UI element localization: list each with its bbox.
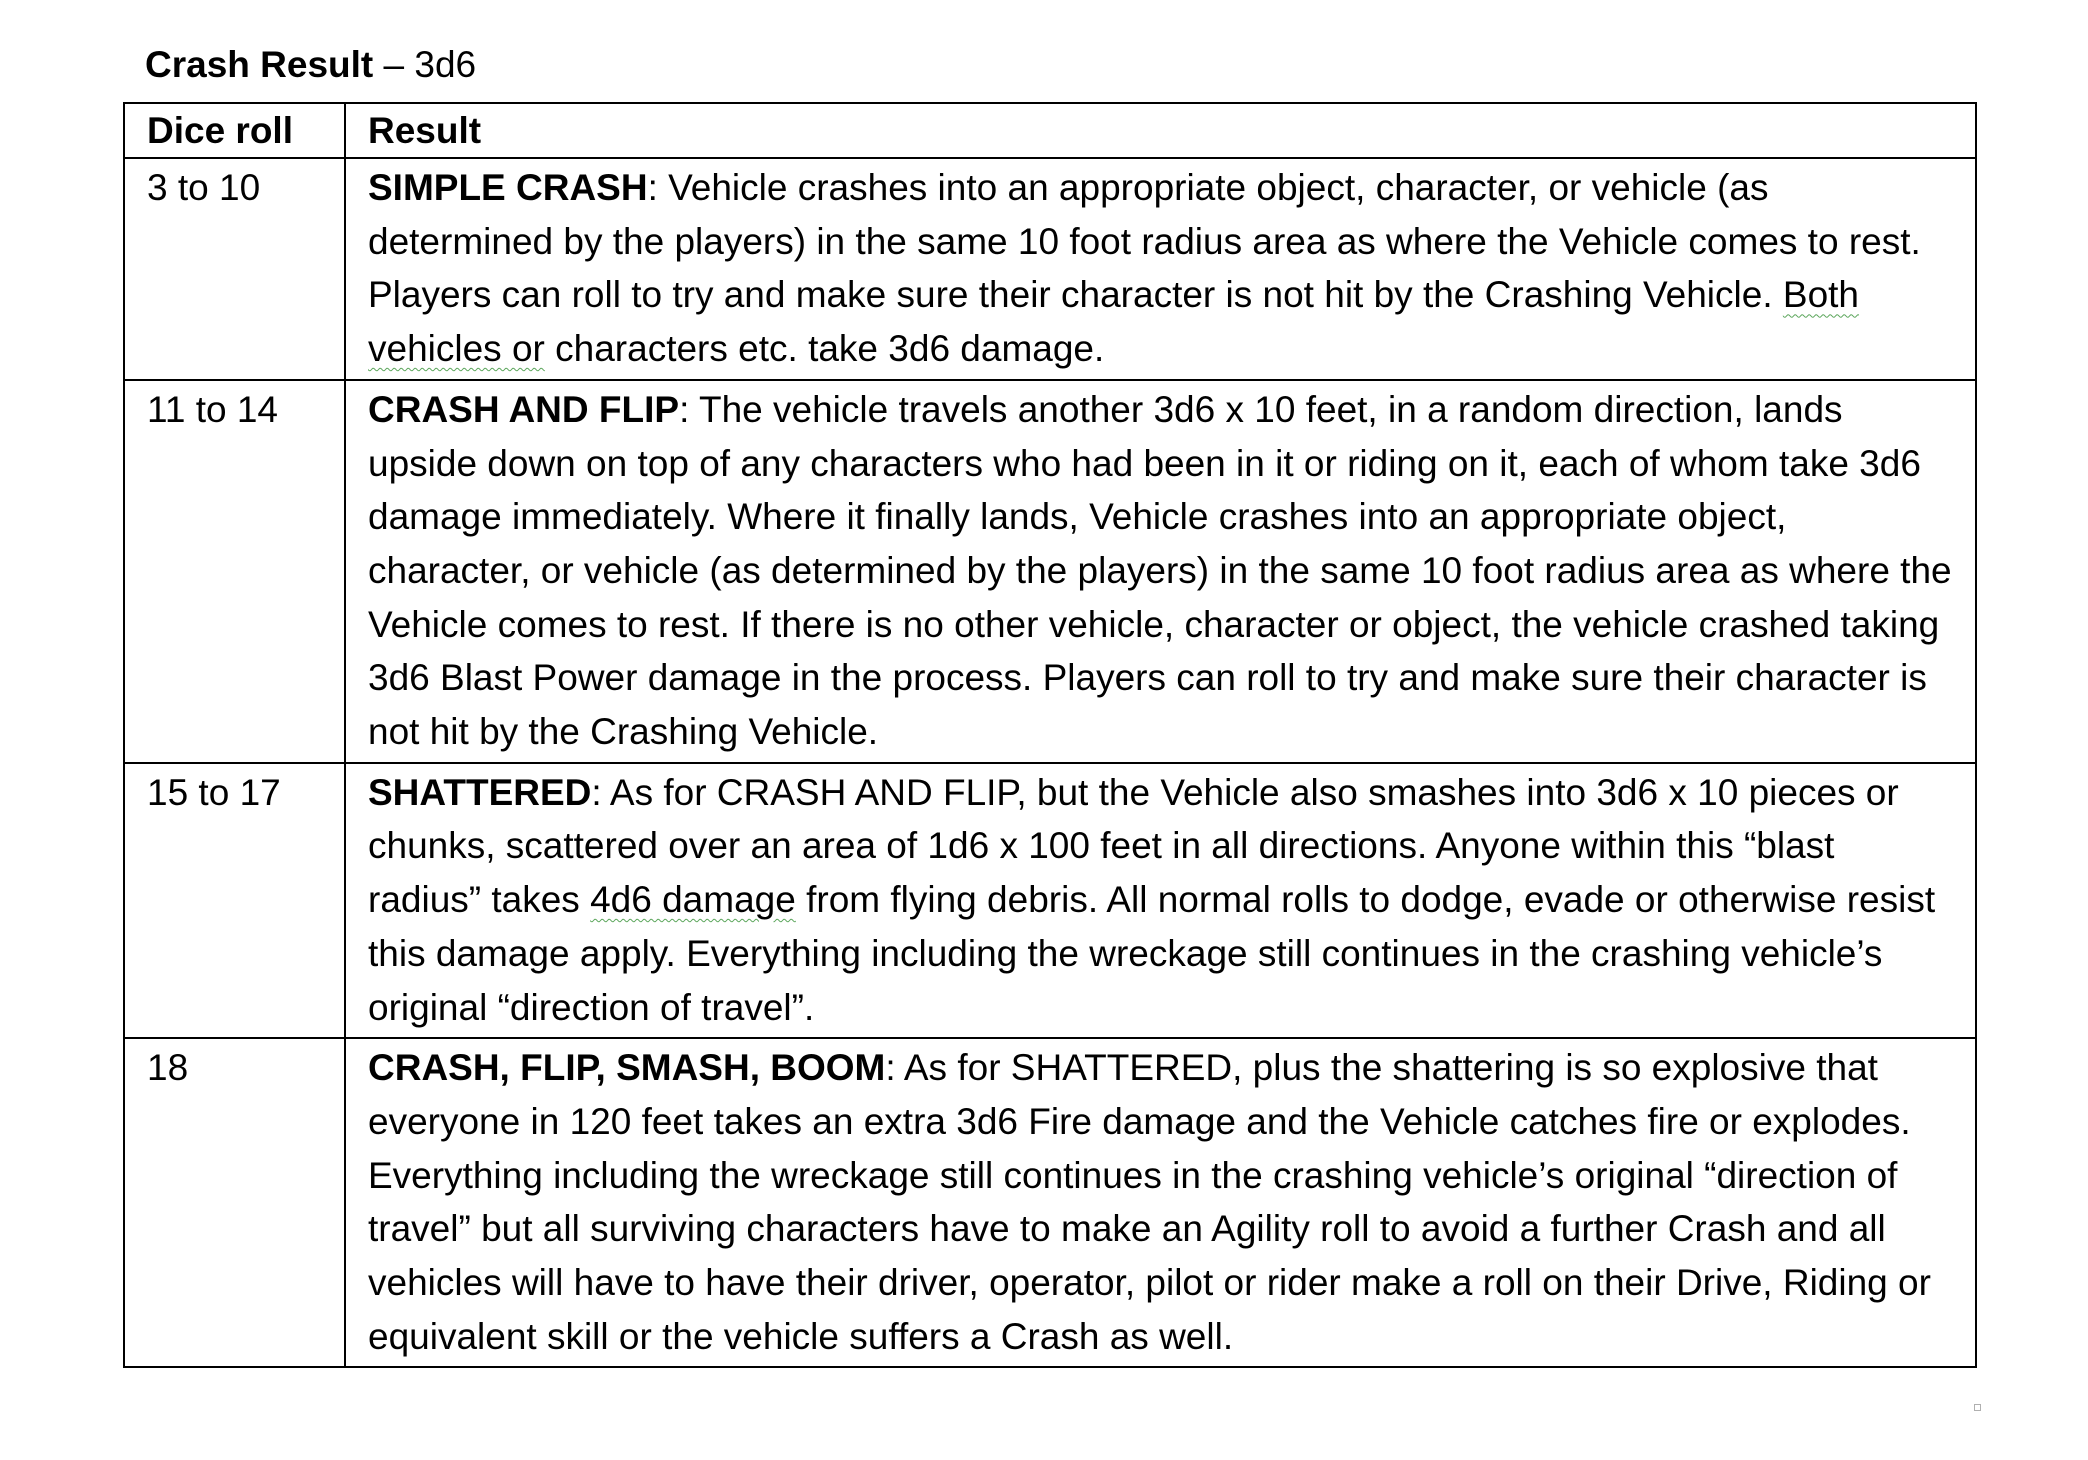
- result-text: : The vehicle travels another 3d6 x 10 feet, in a random direction, lands upside down on top of any characters who had been in it or riding on it, each of whom take 3d6 damage immediately. Where it finally lands, Vehicle crashes into an appropriate object, character, or vehicle (as determined by the players) in the same 10 foot radius area as where the Vehicle comes to rest. If there is no other vehicle, character or object, the vehicle crashed taking 3d6 Blast Power damage in the process. Players can roll to try and make sure their character is not hit by the Crashing Vehicle.: [368, 388, 1952, 753]
- result-text-continued: characters etc. take 3d6 damage.: [544, 328, 1105, 370]
- result-term: CRASH AND FLIP: [368, 388, 680, 430]
- result-text: : As for CRASH AND FLIP, but the Vehicle also smashes into 3d6 x 10 pieces or chunks, scattered over an area of 1d6 x 100 feet in all directions. Anyone within this “blast radius” takes: [368, 771, 1899, 921]
- grammar-flagged-text: 4d6 damage: [590, 879, 796, 921]
- result-term: CRASH, FLIP, SMASH, BOOM: [368, 1047, 886, 1089]
- result-term: SHATTERED: [368, 771, 592, 813]
- table-header-row: [124, 103, 1976, 158]
- result-term: SIMPLE CRASH: [368, 167, 648, 208]
- result-cell: [345, 1038, 1976, 1367]
- dice-roll-cell: 11 to 14: [124, 380, 345, 763]
- table-row: [124, 763, 1976, 1039]
- table-heading-bold: Crash Result: [145, 44, 374, 85]
- result-cell: [345, 158, 1976, 380]
- table-resize-handle: [1974, 1404, 1981, 1411]
- table-row: [124, 1038, 1976, 1367]
- table-heading: [145, 40, 1975, 102]
- grammar-flagged-text: Both vehicles or: [368, 274, 1860, 370]
- result-cell: [345, 380, 1976, 763]
- table-heading-dice: – 3d6: [373, 44, 477, 85]
- header-dice-roll: Dice roll: [124, 103, 345, 158]
- dice-roll-cell: 15 to 17: [124, 763, 345, 1039]
- dice-roll-cell: 3 to 10: [124, 158, 345, 380]
- result-text: : As for SHATTERED, plus the shattering is so explosive that everyone in 120 feet takes an extra 3d6 Fire damage and the Vehicle catches fire or explodes. Everything including the wreckage still continues in the crashing vehicle’s original “direction of travel” but all surviving characters have to make an Agility roll to avoid a further Crash and all vehicles will have to have their driver, operator, pilot or rider make a roll on their Drive, Riding or equivalent skill or the vehicle suffers a Crash as well.: [368, 1047, 1931, 1357]
- table-row: [124, 380, 1976, 763]
- dice-roll-cell: 18: [124, 1038, 345, 1367]
- result-text-continued: from flying debris. All normal rolls to dodge, evade or otherwise resist this damage apply. Everything including the wreckage still continues in the crashing vehicle’s original “direction of travel”.: [368, 879, 1936, 1028]
- document-page: [123, 40, 1975, 1368]
- table-row: [124, 158, 1976, 380]
- result-text: : Vehicle crashes into an appropriate object, character, or vehicle (as determined by the players) in the same 10 foot radius area as where the Vehicle comes to rest. Players can roll to try and make sure their character is not hit by the Crashing Vehicle.: [368, 167, 1921, 316]
- header-result: Result: [345, 103, 1976, 158]
- result-cell: [345, 763, 1976, 1039]
- crash-result-table: [123, 102, 1977, 1368]
